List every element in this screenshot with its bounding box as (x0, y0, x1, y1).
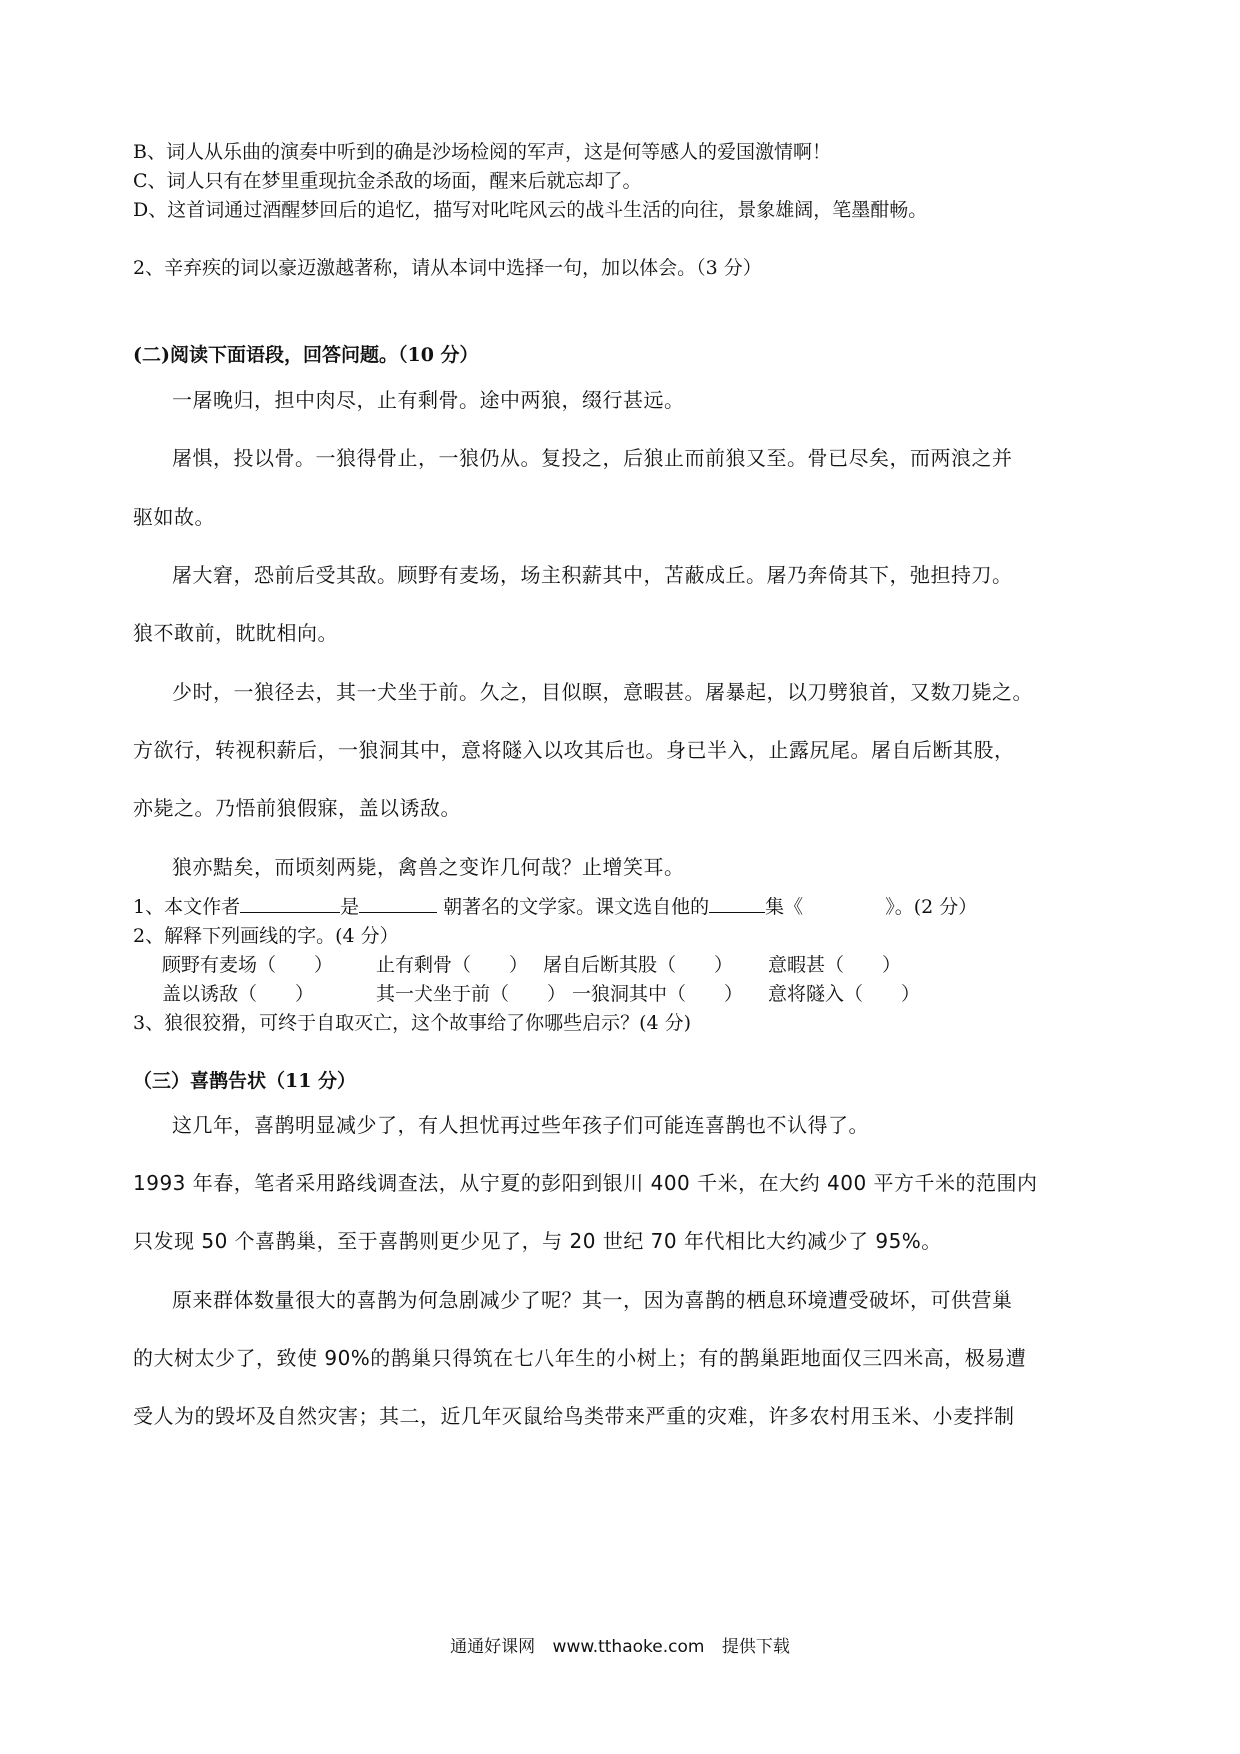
footer-url[interactable]: www.tthaoke.com (552, 1637, 705, 1657)
answer-blank[interactable] (709, 894, 765, 913)
question-text: 是 (340, 896, 360, 918)
option-b: B、词人从乐曲的演奏中听到的确是沙场检阅的军声，这是何等感人的爱国激情啊！ (133, 141, 831, 163)
passage-paragraph: 这几年，喜鹊明显减少了，有人担忧再过些年孩子们可能连喜鹊也不认得了。 (172, 1113, 869, 1137)
passage-paragraph: 屠大窘，恐前后受其敌。顾野有麦场，场主积薪其中，苫蔽成丘。屠乃奔倚其下，弛担持刀。 (172, 563, 1013, 587)
option-c: C、词人只有在梦里重现抗金杀敌的场面，醒来后就忘却了。 (133, 170, 642, 192)
passage-paragraph: 原来群体数量很大的喜鹊为何急剧减少了呢？其一，因为喜鹊的栖息环境遭受破坏，可供营巢 (172, 1288, 1013, 1312)
passage-paragraph: 少时，一狼径去，其一犬坐于前。久之，目似瞑，意暇甚。屠暴起，以刀劈狼首，又数刀毙之。 (172, 680, 1033, 704)
question-text: 朝著名的文学家。课文选自他的 (443, 896, 710, 918)
footer-site-name: 通通好课网 (450, 1637, 536, 1657)
passage-paragraph: 受人为的毁坏及自然灾害；其二，近几年灭鼠给鸟类带来严重的灾难，许多农村用玉米、小麦拌制 (133, 1404, 1015, 1428)
explain-item: 顾野有麦场（ ） (162, 954, 334, 976)
passage-paragraph: 狼亦黠矣，而顷刻两毙，禽兽之变诈几何哉？止增笑耳。 (172, 855, 685, 879)
question-text: 》。(2 分） (885, 896, 978, 918)
answer-blank[interactable] (359, 894, 437, 913)
section-3-heading: （三）喜鹊告状（11 分） (133, 1070, 357, 1092)
passage-paragraph: 亦毙之。乃悟前狼假寐，盖以诱敌。 (133, 796, 461, 820)
passage-paragraph: 只发现 50 个喜鹊巢，至于喜鹊则更少见了，与 20 世纪 70 年代相比大约减少了 95%。 (133, 1229, 942, 1253)
question-text: 1、本文作者 (133, 896, 241, 918)
passage-paragraph: 的大树太少了，致使 90%的鹊巢只得筑在七八年生的小树上；有的鹊巢距地面仅三四米高，极易遭 (133, 1346, 1027, 1370)
explain-item: 止有剩骨（ ） (376, 954, 529, 976)
explain-item: 盖以诱敌（ ） (162, 983, 315, 1005)
option-d: D、这首词通过酒醒梦回后的追忆，描写对叱咤风云的战斗生活的向往，景象雄阔，笔墨酣畅。 (133, 199, 928, 221)
fill-blank-question-1 (133, 892, 977, 919)
question-text: 集《 (765, 896, 804, 918)
question-3: 3、狼很狡猾，可终于自取灭亡，这个故事给了你哪些启示？(4 分) (133, 1012, 692, 1034)
footer-note: 提供下载 (721, 1637, 790, 1657)
explain-item: 意将隧入（ ） (768, 983, 921, 1005)
explain-item: 屠自后断其股（ ） (543, 954, 734, 976)
section-2-heading: (二)阅读下面语段，回答问题。（10 分） (133, 344, 479, 366)
passage-paragraph: 驱如故。 (133, 505, 215, 529)
question-2: 2、辛弃疾的词以豪迈激越著称，请从本词中选择一句，加以体会。（3 分） (133, 257, 762, 279)
passage-paragraph: 1993 年春，笔者采用路线调查法，从宁夏的彭阳到银川 400 千米，在大约 400 平方千米的范围内 (133, 1171, 1038, 1195)
question-2-explain: 2、解释下列画线的字。(4 分） (133, 925, 399, 947)
explain-item: 意暇甚（ ） (768, 954, 902, 976)
passage-paragraph: 屠惧，投以骨。一狼得骨止，一狼仍从。复投之，后狼止而前狼又至。骨已尽矣，而两浪之并 (172, 446, 1013, 470)
passage-paragraph: 狼不敢前，眈眈相向。 (133, 621, 338, 645)
answer-blank[interactable] (240, 894, 340, 913)
passage-paragraph: 方欲行，转视积薪后，一狼洞其中，意将隧入以攻其后也。身已半入，止露尻尾。屠自后断其股， (133, 738, 1015, 762)
explain-item: 其一犬坐于前（ ） (376, 983, 567, 1005)
explain-item: 一狼洞其中（ ） (572, 983, 744, 1005)
page-footer (0, 1632, 1240, 1657)
passage-paragraph: 一屠晚归，担中肉尽，止有剩骨。途中两狼，缀行甚远。 (172, 388, 685, 412)
